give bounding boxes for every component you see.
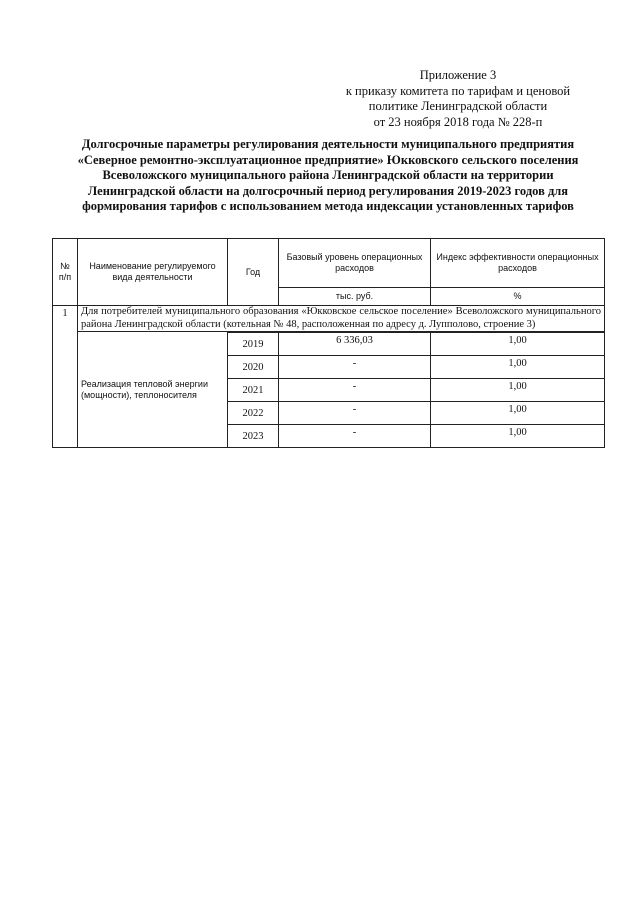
index-cell: 1,00: [431, 402, 605, 425]
title-line: Всеволожского муниципального района Ленинградской области на территории: [102, 168, 554, 182]
index-cell: 1,00: [431, 333, 605, 356]
index-cell: 1,00: [431, 356, 605, 379]
title-line: формирования тарифов с использованием метода индексации установленных тарифов: [82, 199, 574, 213]
index-cell: 1,00: [431, 379, 605, 402]
title-line: Долгосрочные параметры регулирования деятельности муниципального предприятия: [81, 137, 575, 151]
year-cell: 2020: [228, 356, 279, 379]
base-cell: -: [279, 425, 431, 448]
appendix-line: политике Ленинградской области: [368, 99, 548, 113]
unit-index: %: [431, 288, 605, 306]
base-cell: 6 336,03: [279, 333, 431, 356]
appendix-header: [328, 68, 588, 130]
activity-name: Реализация тепловой энергии (мощности), теплоносителя: [78, 332, 228, 448]
base-cell: -: [279, 402, 431, 425]
table-row: [53, 306, 605, 332]
year-cell: 2021: [228, 379, 279, 402]
header-num: № п/п: [53, 239, 78, 306]
table-header-row: [53, 239, 605, 288]
header-activity: Наименование регулируемого вида деятельности: [78, 239, 228, 306]
year-cell: 2019: [228, 333, 279, 356]
parameters-table: [52, 238, 605, 448]
row-number: 1: [53, 306, 78, 448]
index-cell: 1,00: [431, 425, 605, 448]
unit-base: тыс. руб.: [279, 288, 431, 306]
title-line: Ленинградской области на долгосрочный период регулирования 2019-2023 годов для: [87, 183, 569, 198]
base-cell: -: [279, 356, 431, 379]
header-efficiency-index: Индекс эффективности операционных расходов: [431, 239, 605, 288]
header-year: Год: [228, 239, 279, 306]
consumer-description: Для потребителей муниципального образования «Юкковское сельское поселение» Всеволожского муниципального района Ленинградской области (котельная № 48, расположенная по адресу д. Лупполово, строение 3): [78, 306, 605, 332]
base-cell: -: [279, 379, 431, 402]
appendix-line: Приложение 3: [419, 68, 497, 82]
appendix-line: к приказу комитета по тарифам и ценовой: [345, 83, 571, 98]
year-cell: 2023: [228, 425, 279, 448]
header-base-level: Базовый уровень операционных расходов: [279, 239, 431, 288]
year-cell: 2022: [228, 402, 279, 425]
document-title: [58, 137, 598, 215]
title-line: «Северное ремонтно-эксплуатационное предприятие» Юкковского сельского поселения: [77, 152, 579, 167]
appendix-line: от 23 ноября 2018 года № 228-п: [373, 114, 543, 129]
